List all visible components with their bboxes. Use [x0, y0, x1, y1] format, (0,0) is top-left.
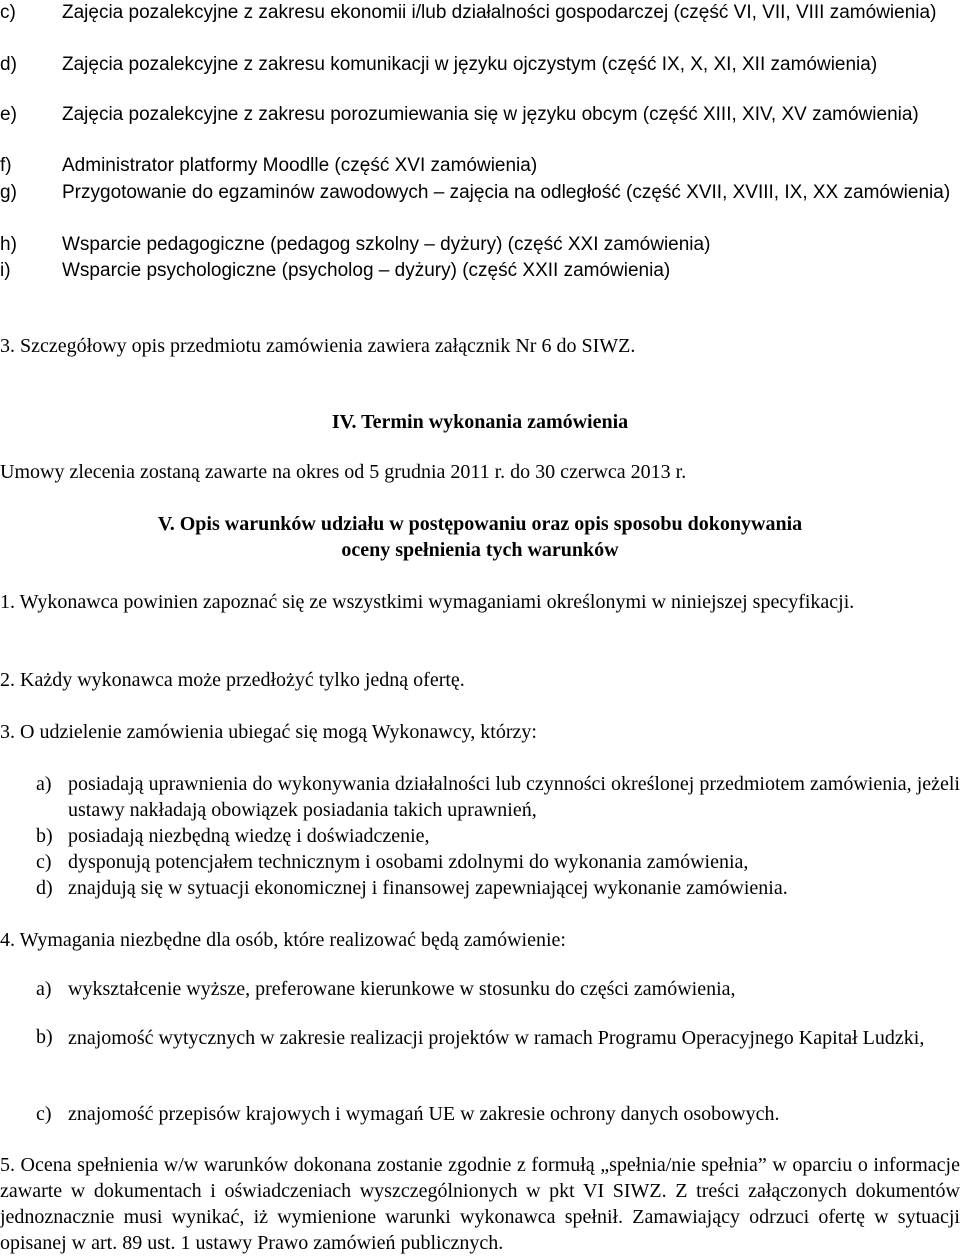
requirement-item-c — [0, 849, 960, 875]
list-item-i — [0, 258, 960, 284]
list-item-d — [0, 52, 960, 78]
staff-requirement-a — [0, 976, 960, 1002]
requirement-item-b — [0, 823, 960, 849]
paragraph-v-1: 1. Wykonawca powinien zapoznać się ze wszystkimi wymaganiami określonymi w niniejszej specyfikacji. — [0, 591, 855, 613]
list-marker: e) — [0, 104, 17, 125]
list-marker: c) — [36, 851, 52, 873]
paragraph-v-5: 5. Ocena spełnienia w/w warunków dokonana zostanie zgodnie z formułą „spełnia/nie spełnia” w oparciu o informacje zawarte w dokumentach i oświadczeniach wyszczególnionych w pkt VI SIWZ. Z treści załączonych dokumentów jednoznacznie musi wynikać, iż wymienione warunki wykonawca spełnił. Zamawiający odrzuci ofertę w sytuacji opisanej w art. 89 ust. 1 ustawy Prawo zamówień publicznych. — [0, 1154, 960, 1254]
list-marker: c) — [0, 2, 16, 23]
list-marker: d) — [36, 877, 53, 899]
list-marker: f) — [0, 155, 12, 176]
list-text: Zajęcia pozalekcyjne z zakresu ekonomii i/lub działalności gospodarczej (część VI, VII, VIII zamówienia) — [62, 2, 937, 23]
list-marker: c) — [36, 1103, 52, 1125]
section-heading-iv: IV. Termin wykonania zamówienia — [331, 411, 629, 433]
list-text: dysponują potencjałem technicznym i osobami zdolnymi do wykonania zamówienia, — [68, 851, 749, 873]
list-text: Zajęcia pozalekcyjne z zakresu komunikacji w języku ojczystym (część IX, X, XI, XII zamówienia) — [62, 54, 878, 75]
staff-requirement-b — [0, 1024, 960, 1052]
list-text: posiadają niezbędną wiedzę i doświadczenie, — [68, 825, 430, 847]
requirement-item-a — [0, 771, 960, 823]
list-text: posiadają uprawnienia do wykonywania działalności lub czynności określonej przedmiotem zamówienia, jeżeli ustawy nakładają obowiązek posiadania takich uprawnień, — [68, 773, 960, 821]
list-text: znajomość wytycznych w zakresie realizacji projektów w ramach Programu Operacyjnego Kapitał Ludzki, — [68, 1027, 925, 1049]
list-text: Przygotowanie do egzaminów zawodowych – zajęcia na odległość (część XVII, XVIII, IX, XX zamówienia) — [62, 182, 951, 203]
list-marker: h) — [0, 234, 17, 255]
list-text: Wsparcie pedagogiczne (pedagog szkolny – dyżury) (część XXI zamówienia) — [62, 234, 711, 255]
paragraph-v-3: 3. O udzielenie zamówienia ubiegać się mogą Wykonawcy, którzy: — [0, 721, 537, 743]
paragraph-v-4: 4. Wymagania niezbędne dla osób, które realizować będą zamówienie: — [0, 929, 566, 951]
list-marker: a) — [36, 773, 52, 795]
staff-requirement-c — [0, 1101, 960, 1127]
paragraph-v-2: 2. Każdy wykonawca może przedłożyć tylko jedną ofertę. — [0, 669, 465, 691]
list-item-f — [0, 153, 960, 179]
list-marker: a) — [36, 978, 52, 1000]
section-heading-v-line2: oceny spełnienia tych warunków — [341, 539, 619, 561]
list-text: znajomość przepisów krajowych i wymagań UE w zakresie ochrony danych osobowych. — [68, 1103, 780, 1125]
list-marker: b) — [36, 1026, 53, 1048]
section-iv-text: Umowy zlecenia zostaną zawarte na okres od 5 grudnia 2011 r. do 30 czerwca 2013 r. — [0, 461, 687, 483]
list-marker: i) — [0, 260, 11, 281]
section-heading-v-line1: V. Opis warunków udziału w postępowaniu oraz opis sposobu dokonywania — [157, 513, 803, 535]
list-text: wykształcenie wyższe, preferowane kierunkowe w stosunku do części zamówienia, — [68, 978, 736, 1000]
list-text: znajdują się w sytuacji ekonomicznej i finansowej zapewniającej wykonanie zamówienia. — [68, 877, 788, 899]
paragraph-point-3: 3. Szczegółowy opis przedmiotu zamówienia zawiera załącznik Nr 6 do SIWZ. — [0, 335, 636, 357]
list-item-g — [0, 180, 960, 206]
list-marker: g) — [0, 182, 17, 203]
list-item-h — [0, 232, 960, 258]
requirement-item-d — [0, 875, 960, 901]
list-marker: d) — [0, 54, 17, 75]
list-text: Wsparcie psychologiczne (psycholog – dyżury) (część XXII zamówienia) — [62, 260, 671, 281]
list-text: Zajęcia pozalekcyjne z zakresu porozumiewania się w języku obcym (część XIII, XIV, XV zamówienia) — [62, 104, 919, 125]
list-item-e — [0, 102, 960, 128]
list-item-c — [0, 0, 960, 26]
list-text: Administrator platformy Moodlle (część XVI zamówienia) — [62, 155, 538, 176]
list-marker: b) — [36, 825, 53, 847]
